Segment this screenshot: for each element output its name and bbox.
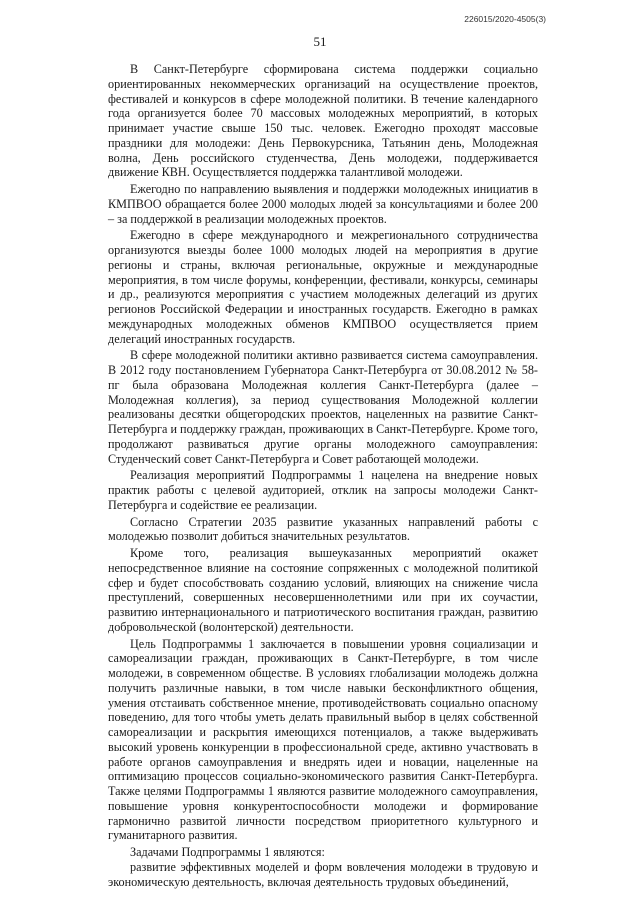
paragraph-youth-initiatives: Ежегодно по направлению выявления и поддержки молодежных инициатив в КМПВОО обращается более 2000 молодых людей за консультациями и более 200 – за поддержкой в реализации молодежных проектов.	[108, 182, 538, 226]
paragraph-international-cooperation: Ежегодно в сфере международного и межрегионального сотрудничества организуются выезды более 1000 молодых людей на мероприятия в другие регионы и страны, включая региональные, окружные и международные мероприятия, в том числе форумы, конференции, фестивали, конкурсы, семинары и др., реализуются мероприятия с участием молодежных делегаций из других регионов Российской Федерации и иностранных государств. Ежегодно в рамках международных молодежных обменов КМПВОО осуществляется прием делегаций иностранных государств.	[108, 228, 538, 346]
paragraph-tasks-heading: Задачами Подпрограммы 1 являются:	[130, 845, 325, 859]
paragraph-nko-support: В Санкт-Петербурге сформирована система поддержки социально ориентированных некоммерческих организаций на осуществление проектов, фестивалей и конкурсов в сфере молодежной политики. В течение календарного года организуется более 70 массовых молодежных мероприятий, в которых принимает участие свыше 150 тыс. человек. Ежегодно проходят массовые праздники для молодежи: День Первокурсника, Татьянин день, Молодежная волна, День российского студенчества, День молодежи, поддерживается движение КВН. Осуществляется поддержка талантливой молодежи.	[108, 62, 538, 180]
paragraph-strategy-2035: Согласно Стратегии 2035 развитие указанных направлений работы с молодежью позволит добиться значительных результатов.	[108, 514, 538, 544]
paragraph-subprogram-practices: Реализация мероприятий Подпрограммы 1 нацелена на внедрение новых практик работы с целевой аудиторией, отклик на запросы молодежи Санкт-Петербурга и содействие ее реализации.	[108, 468, 538, 512]
document-body	[108, 62, 538, 889]
paragraph-task-1: развитие эффективных моделей и форм вовлечения молодежи в трудовую и экономическую деятельность, включая деятельность трудовых объединений,	[108, 859, 538, 889]
paragraph-self-government: В сфере молодежной политики активно развивается система самоуправления. В 2012 году постановлением Губернатора Санкт-Петербурга от 30.08.2012 № 58-пг была образована Молодежная коллегия Санкт-Петербурга (далее – Молодежная коллегия), за период существования Молодежной коллегии реализованы десятки общегородских проектов, нацеленных на развитие Санкт-Петербурга и поддержку граждан, проживающих в Санкт-Петербурге. Кроме того, продолжают развиваться другие органы молодежного самоуправления: Студенческий совет Санкт-Петербурга и Совет работающей молодежи.	[108, 348, 538, 466]
document-id: 226015/2020-4505(3)	[464, 14, 546, 24]
paragraph-related-spheres: Кроме того, реализация вышеуказанных мероприятий окажет непосредственное влияние на состояние сопряженных с молодежной политикой сфер и будет способствовать созданию условий, влияющих на снижение числа преступлений, совершенных несовершеннолетними или при их соучастии, развитию интернационального и патриотического воспитания граждан, развитию добровольческой (волонтерской) деятельности.	[108, 546, 538, 634]
page-number: 51	[313, 34, 327, 49]
paragraph-subprogram-goal: Цель Подпрограммы 1 заключается в повышении уровня социализации и самореализации граждан, проживающих в Санкт-Петербурге, в том числе молодежи, в современном обществе. В условиях глобализации молодежь должна получить различные навыки, в том числе навыки бесконфликтного общения, умения отстаивать собственное мнение, противодействовать социально опасному поведению, для того чтобы уметь делать правильный выбор в целях собственной самореализации и раскрытия имеющихся потенциалов, а также выдерживать высокий уровень конкуренции в профессиональной среде, активно участвовать в работе органов самоуправления и внедрять идеи и новации, нацеленные на оптимизацию процессов социально-экономического развития Санкт-Петербурга. Также целями Подпрограммы 1 являются развитие молодежного самоуправления, повышение уровня конкурентоспособности молодежи и формирование гармонично развитой личности посредством приоритетного культурного и гуманитарного развития.	[108, 636, 538, 843]
